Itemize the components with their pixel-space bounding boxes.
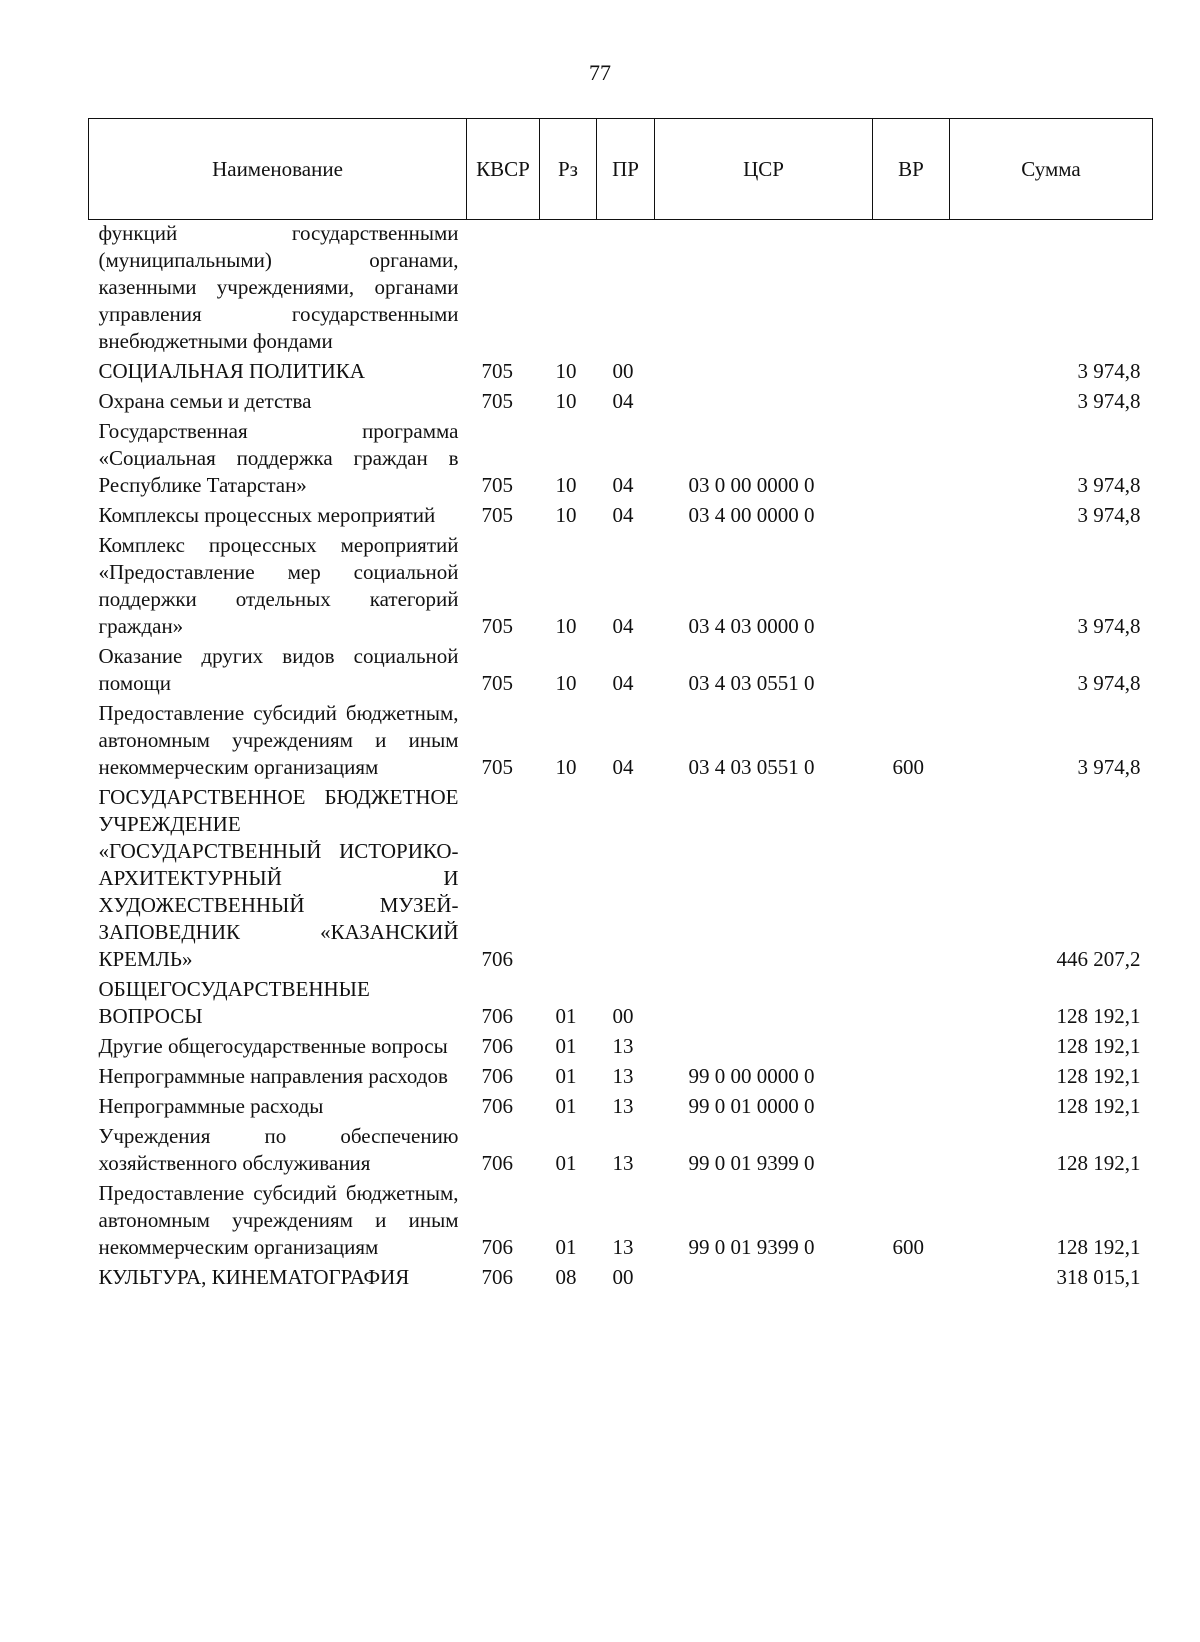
row-vr: 600 — [892, 1235, 924, 1259]
row-vr — [873, 385, 950, 415]
row-sum: 318 015,1 — [1056, 1265, 1141, 1289]
row-sum: 128 192,1 — [1056, 1151, 1141, 1175]
row-vr — [873, 973, 950, 1030]
row-sum: 3 974,8 — [1077, 671, 1141, 695]
row-kvsr: 705 — [481, 359, 513, 383]
table-row — [89, 1090, 1153, 1120]
row-name: КУЛЬТУРА, КИНЕМАТОГРАФИЯ — [98, 1265, 410, 1289]
row-rz: 08 — [555, 1265, 577, 1289]
table-row — [89, 220, 1153, 356]
row-sum: 128 192,1 — [1056, 1004, 1141, 1028]
row-vr — [873, 1030, 950, 1060]
row-name: Государственная программа «Социальная поддержка граждан в Республике Татарстан» — [98, 419, 459, 497]
table-header-row — [89, 119, 1153, 220]
row-rz: 01 — [555, 1064, 577, 1088]
row-sum: 3 974,8 — [1077, 473, 1141, 497]
row-kvsr: 705 — [481, 755, 513, 779]
header-rz: Рз — [540, 119, 597, 220]
row-csr — [655, 973, 873, 1030]
row-pr: 04 — [612, 503, 634, 527]
row-sum: 3 974,8 — [1077, 755, 1141, 779]
row-rz: 10 — [555, 614, 577, 638]
row-pr: 04 — [612, 614, 634, 638]
row-pr: 00 — [612, 1004, 634, 1028]
table-row — [89, 1030, 1153, 1060]
row-rz: 10 — [555, 473, 577, 497]
row-pr — [597, 781, 655, 973]
row-name: Предоставление субсидий бюджетным, автономным учреждениям и иным некоммерческим организациям — [98, 1181, 459, 1259]
header-sum: Сумма — [950, 119, 1153, 220]
row-pr: 00 — [612, 1265, 634, 1289]
header-kvsr: КВСР — [467, 119, 540, 220]
row-rz — [540, 220, 597, 356]
row-sum: 128 192,1 — [1056, 1034, 1141, 1058]
row-vr — [873, 220, 950, 356]
table-row — [89, 355, 1153, 385]
row-vr — [873, 640, 950, 697]
header-vr: ВР — [873, 119, 950, 220]
row-name: ОБЩЕГОСУДАРСТВЕННЫЕ ВОПРОСЫ — [98, 977, 370, 1028]
row-csr — [655, 781, 873, 973]
row-csr: 03 4 00 0000 0 — [688, 503, 815, 527]
row-sum: 3 974,8 — [1077, 389, 1141, 413]
row-name: Предоставление субсидий бюджетным, автономным учреждениям и иным некоммерческим организациям — [98, 701, 459, 779]
row-kvsr: 706 — [481, 1094, 513, 1118]
row-vr — [873, 1120, 950, 1177]
row-rz: 10 — [555, 503, 577, 527]
header-pr: ПР — [597, 119, 655, 220]
table-row — [89, 973, 1153, 1030]
row-vr — [873, 1060, 950, 1090]
row-sum: 3 974,8 — [1077, 503, 1141, 527]
row-pr — [597, 220, 655, 356]
row-pr: 04 — [612, 755, 634, 779]
row-sum: 128 192,1 — [1056, 1094, 1141, 1118]
table-row — [89, 499, 1153, 529]
row-vr — [873, 529, 950, 640]
table-row — [89, 1177, 1153, 1261]
row-kvsr: 705 — [481, 503, 513, 527]
row-csr: 99 0 00 0000 0 — [688, 1064, 815, 1088]
table-row — [89, 1261, 1153, 1291]
row-csr: 03 4 03 0551 0 — [688, 755, 815, 779]
row-pr: 00 — [612, 359, 634, 383]
table-row — [89, 529, 1153, 640]
row-csr: 99 0 01 9399 0 — [688, 1151, 815, 1175]
row-rz: 10 — [555, 755, 577, 779]
row-kvsr: 705 — [481, 473, 513, 497]
row-sum — [950, 220, 1153, 356]
row-pr: 13 — [612, 1034, 634, 1058]
row-vr — [873, 355, 950, 385]
row-name: ГОСУДАРСТВЕННОЕ БЮДЖЕТНОЕ УЧРЕЖДЕНИЕ «ГОСУДАРСТВЕННЫЙ ИСТОРИКО-АРХИТЕКТУРНЫЙ И ХУДОЖЕСТВЕННЫЙ МУЗЕЙ-ЗАПОВЕДНИК «КАЗАНСКИЙ КРЕМЛЬ» — [98, 785, 459, 971]
row-name: функций государственными (муниципальными) органами, казенными учреждениями, органами управления государственными внебюджетными фондами — [98, 221, 459, 353]
row-kvsr: 706 — [481, 1151, 513, 1175]
table-row — [89, 415, 1153, 499]
header-csr: ЦСР — [655, 119, 873, 220]
row-sum: 128 192,1 — [1056, 1235, 1141, 1259]
row-csr — [655, 1261, 873, 1291]
row-sum: 446 207,2 — [1056, 947, 1141, 971]
page-number: 77 — [589, 60, 611, 85]
row-rz: 01 — [555, 1034, 577, 1058]
row-pr: 13 — [612, 1094, 634, 1118]
row-rz: 01 — [555, 1004, 577, 1028]
row-sum: 3 974,8 — [1077, 614, 1141, 638]
row-vr — [873, 415, 950, 499]
row-name: Другие общегосударственные вопросы — [98, 1034, 448, 1058]
row-name: Комплекс процессных мероприятий «Предоставление мер социальной поддержки отдельных категорий граждан» — [98, 533, 459, 638]
table-row — [89, 1120, 1153, 1177]
budget-table — [88, 118, 1153, 1291]
row-name: Учреждения по обеспечению хозяйственного обслуживания — [98, 1124, 459, 1175]
table-row — [89, 1060, 1153, 1090]
row-csr — [655, 385, 873, 415]
row-pr: 13 — [612, 1064, 634, 1088]
row-kvsr: 706 — [481, 1064, 513, 1088]
row-rz: 10 — [555, 671, 577, 695]
header-name: Наименование — [89, 119, 467, 220]
row-name: СОЦИАЛЬНАЯ ПОЛИТИКА — [98, 359, 365, 383]
table-row — [89, 697, 1153, 781]
row-vr — [873, 499, 950, 529]
row-kvsr: 706 — [481, 1004, 513, 1028]
row-pr: 04 — [612, 473, 634, 497]
row-csr: 03 4 03 0551 0 — [688, 671, 815, 695]
row-name: Оказание других видов социальной помощи — [98, 644, 459, 695]
row-csr: 99 0 01 0000 0 — [688, 1094, 815, 1118]
row-kvsr: 706 — [481, 1265, 513, 1289]
row-csr — [655, 355, 873, 385]
row-rz: 10 — [555, 359, 577, 383]
row-name: Непрограммные направления расходов — [98, 1064, 448, 1088]
table-row — [89, 385, 1153, 415]
row-kvsr: 705 — [481, 389, 513, 413]
row-vr — [873, 1261, 950, 1291]
row-rz: 10 — [555, 389, 577, 413]
table-row — [89, 781, 1153, 973]
row-csr — [655, 220, 873, 356]
row-csr: 03 4 03 0000 0 — [688, 614, 815, 638]
row-rz: 01 — [555, 1094, 577, 1118]
row-kvsr: 706 — [481, 947, 513, 971]
row-rz: 01 — [555, 1235, 577, 1259]
row-sum: 128 192,1 — [1056, 1064, 1141, 1088]
row-pr: 04 — [612, 389, 634, 413]
row-name: Непрограммные расходы — [98, 1094, 324, 1118]
row-kvsr — [467, 220, 540, 356]
row-kvsr: 706 — [481, 1034, 513, 1058]
row-pr: 04 — [612, 671, 634, 695]
row-sum: 3 974,8 — [1077, 359, 1141, 383]
row-rz: 01 — [555, 1151, 577, 1175]
row-name: Комплексы процессных мероприятий — [98, 503, 436, 527]
row-csr — [655, 1030, 873, 1060]
row-name: Охрана семьи и детства — [98, 389, 312, 413]
row-vr — [873, 1090, 950, 1120]
row-kvsr: 706 — [481, 1235, 513, 1259]
row-vr: 600 — [892, 755, 924, 779]
row-pr: 13 — [612, 1235, 634, 1259]
row-csr: 03 0 00 0000 0 — [688, 473, 815, 497]
row-kvsr: 705 — [481, 671, 513, 695]
row-rz — [540, 781, 597, 973]
row-kvsr: 705 — [481, 614, 513, 638]
row-pr: 13 — [612, 1151, 634, 1175]
table-row — [89, 640, 1153, 697]
row-csr: 99 0 01 9399 0 — [688, 1235, 815, 1259]
row-vr — [873, 781, 950, 973]
